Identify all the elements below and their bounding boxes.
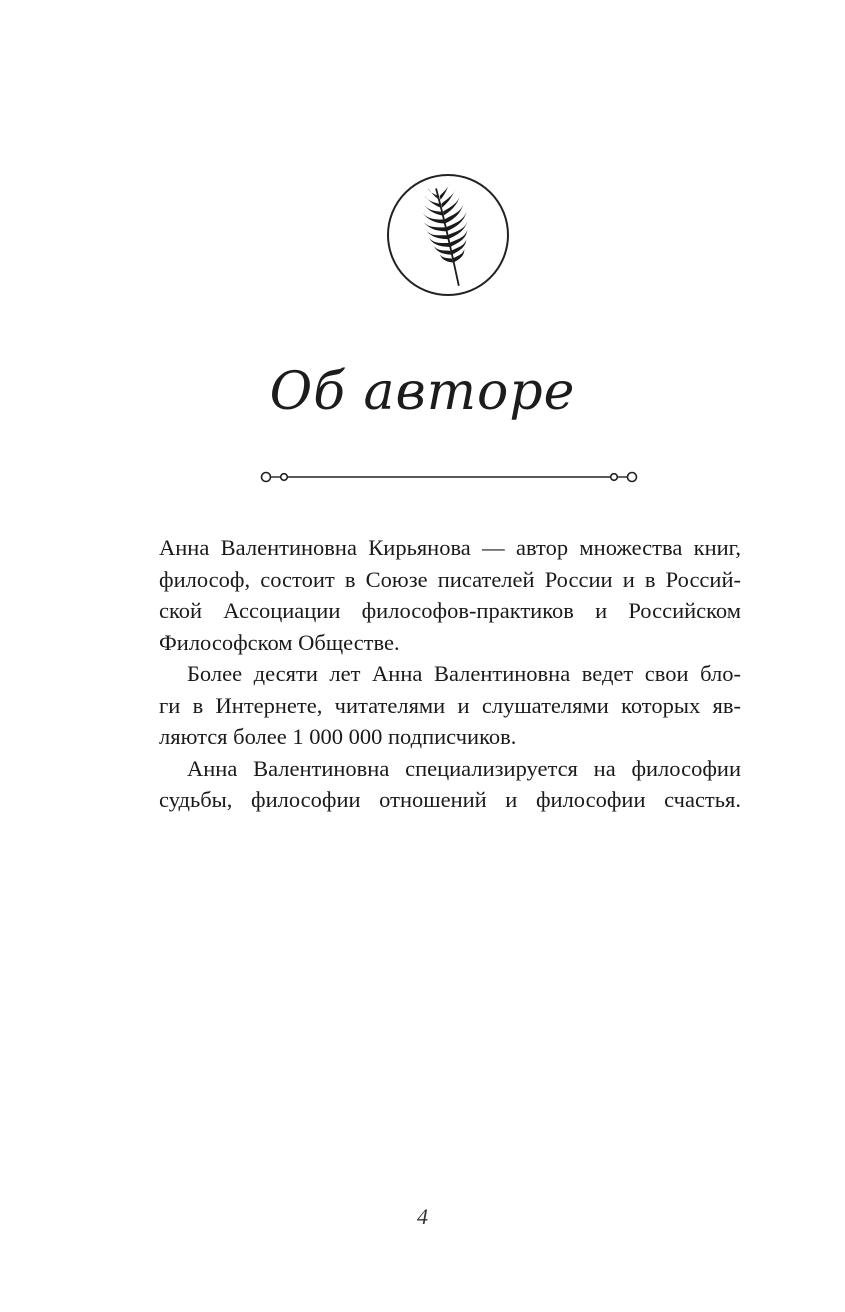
text-line: Анна Валентиновна специализируется на философии xyxy=(187,755,741,781)
text-line: судьбы, философии отношений и философии счастья. xyxy=(159,787,741,812)
text-line: Более десяти лет Анна Валентиновна ведет свои бло- xyxy=(187,661,741,686)
text-line: Философском Обществе. xyxy=(159,629,400,655)
ornamental-divider-icon xyxy=(258,468,640,486)
paragraph-1 xyxy=(159,532,741,658)
fern-leaf-icon xyxy=(385,172,511,298)
text-line: философ, состоит в Союзе писателей России и в Россий- xyxy=(159,566,741,592)
paragraph-3 xyxy=(159,753,741,816)
author-bio xyxy=(159,532,741,816)
page-title: Об авторе xyxy=(269,362,576,422)
text-line: Анна Валентиновна Кирьянова — автор множества книг, xyxy=(159,535,741,560)
text-line: ской Ассоциации философов-практиков и Российском xyxy=(159,598,741,623)
text-line: ги в Интернете, читателями и слушателями которых яв- xyxy=(159,692,741,718)
text-line: ляются более 1 000 000 подписчиков. xyxy=(159,724,517,749)
page-number: 4 xyxy=(417,1204,428,1229)
paragraph-2 xyxy=(159,658,741,753)
